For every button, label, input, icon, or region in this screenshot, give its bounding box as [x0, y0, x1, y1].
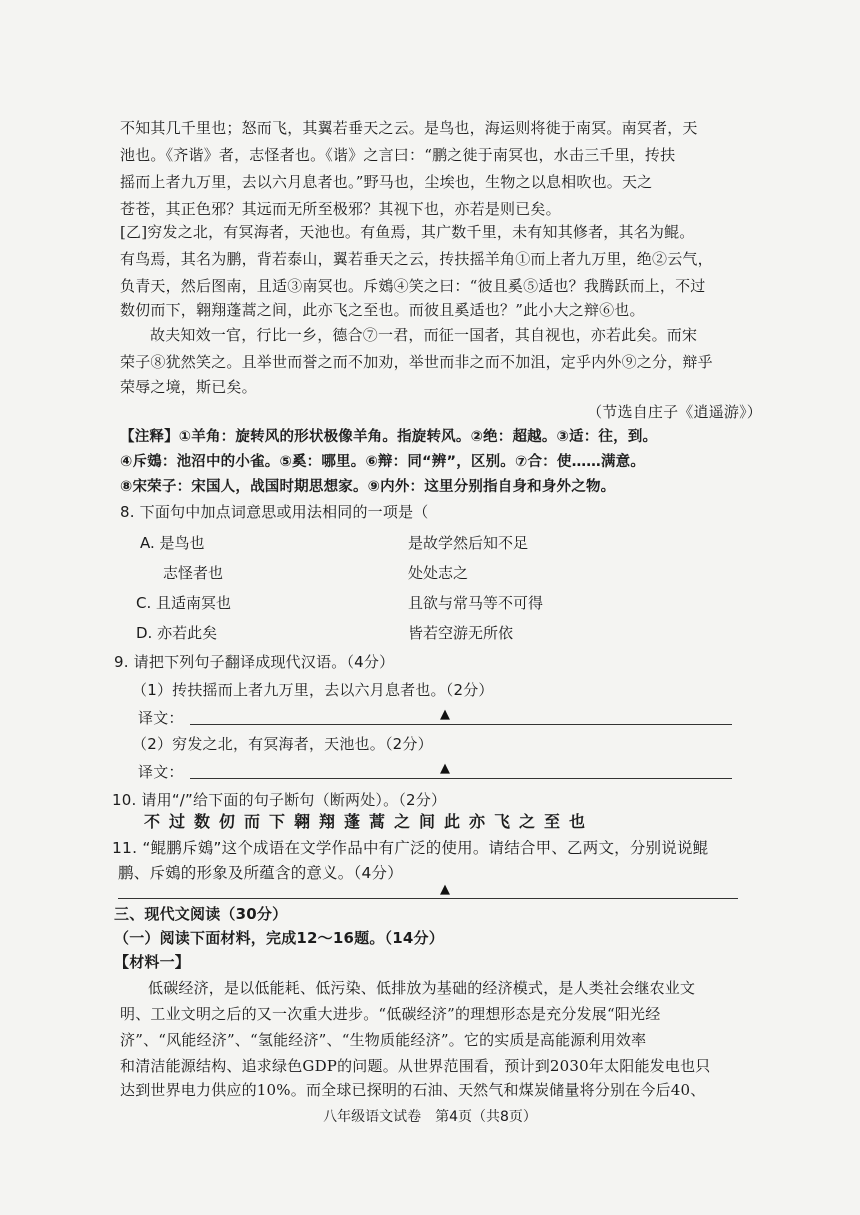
material-line: 明、工业文明之后的又一次重大进步。“低碳经济”的理想形态是充分发展“阳光经 — [120, 1005, 661, 1023]
q8-option-c-left: C. 且适南冥也 — [136, 594, 232, 612]
q9-answer-line-2[interactable] — [190, 778, 732, 779]
passage-line: 荣子⑧犹然笑之。且举世而誉之而不加劝，举世而非之而不加沮，定乎内外⑨之分，辩乎 — [120, 353, 713, 371]
passage-line: 苍苍，其正色邪？其远而无所至极邪？其视下也，亦若是则已矣。 — [120, 200, 561, 218]
q9-sub1: （1）抟扶摇而上者九万里，去以六月息者也。（2分） — [132, 681, 494, 699]
passage-line: 不知其几千里也；怒而飞，其翼若垂天之云。是鸟也，海运则将徙于南冥。南冥者，天 — [120, 119, 698, 137]
q10-stem: 10. 请用“/”给下面的句子断句（断两处）。（2分） — [112, 791, 447, 809]
material-line: 低碳经济，是以低能耗、低污染、低排放为基础的经济模式，是人类社会继农业文 — [148, 979, 696, 997]
section-3-subheading: （一）阅读下面材料，完成12～16题。（14分） — [114, 929, 444, 947]
passage-line: 荣辱之境，斯已矣。 — [120, 378, 257, 396]
answer-marker-icon: ▲ — [440, 707, 450, 722]
q9-answer-label-1: 译文： — [138, 709, 184, 727]
q8-stem: 8. 下面句中加点词意思或用法相同的一项是（ — [120, 503, 429, 521]
answer-marker-icon: ▲ — [440, 761, 450, 776]
passage-line: [乙]穷发之北，有冥海者，天池也。有鱼焉，其广数千里，未有知其修者，其名为鲲。 — [120, 223, 695, 241]
answer-marker-icon: ▲ — [440, 882, 450, 897]
passage-line: 池也。《齐谐》者，志怪者也。《谐》之言曰：“鹏之徙于南冥也，水击三千里，抟扶 — [120, 146, 676, 164]
material-line: 达到世界电力供应的10%。而全球已探明的石油、天然气和煤炭储量将分别在今后40、 — [120, 1081, 706, 1099]
page-footer: 八年级语文试卷 第4页（共8页） — [323, 1109, 537, 1125]
q11-line1: 11. “鲲鹏斥鴳”这个成语在文学作品中有广泛的使用。请结合甲、乙两文，分别说说鲲 — [112, 839, 709, 857]
passage-line: 数仞而下，翱翔蓬蒿之间，此亦飞之至也。而彼且奚适也？”此小大之辩⑥也。 — [120, 301, 645, 319]
material-1-label: 【材料一】 — [114, 953, 191, 971]
q11-line2: 鹏、斥鴳的形象及所蕴含的意义。（4分） — [118, 864, 403, 882]
q10-sentence: 不过数仞而下翱翔蓬蒿之间此亦飞之至也 — [144, 812, 595, 831]
note-line: 【注释】①羊角：旋转风的形状极像羊角。指旋转风。②绝：超越。③适：往，到。 — [120, 429, 658, 445]
q8-option-a-right: 是故学然后知不足 — [408, 534, 529, 552]
q8-option-d-left: D. 亦若此矣 — [136, 624, 218, 642]
q9-sub2: （2）穷发之北，有冥海者，天池也。（2分） — [132, 735, 433, 753]
passage-line: 负青天，然后图南，且适③南冥也。斥鴳④笑之曰：“彼且奚⑤适也？我腾跃而上，不过 — [120, 277, 706, 295]
q8-option-b-right: 处处志之 — [408, 564, 469, 582]
note-line: ⑧宋荣子：宋国人，战国时期思想家。⑨内外：这里分别指自身和身外之物。 — [120, 479, 616, 495]
passage-line: 摇而上者九万里，去以六月息者也。”野马也，尘埃也，生物之以息相吹也。天之 — [120, 173, 653, 191]
q9-stem: 9. 请把下列句子翻译成现代汉语。（4分） — [114, 653, 395, 671]
q8-option-c-right: 且欲与常马等不可得 — [408, 594, 544, 612]
note-line: ④斥鴳：池沼中的小雀。⑤奚：哪里。⑥辩：同“辨”，区别。⑦合：使……满意。 — [120, 454, 646, 470]
q9-answer-line-1[interactable] — [190, 724, 732, 725]
q9-answer-label-2: 译文： — [138, 763, 184, 781]
passage-line: 故夫知效一官，行比一乡，德合⑦一君，而征一国者，其自视也，亦若此矣。而宋 — [150, 326, 698, 344]
passage-line: 有鸟焉，其名为鹏，背若泰山，翼若垂天之云，抟扶摇羊角①而上者九万里，绝②云气， — [120, 250, 713, 268]
section-3-heading: 三、现代文阅读（30分） — [114, 905, 288, 923]
material-line: 济”、“风能经济”、“氢能经济”、“生物质能经济”。它的实质是高能源利用效率 — [120, 1031, 647, 1049]
passage-source: （节选自庄子《逍遥游》） — [587, 403, 762, 421]
q11-answer-line[interactable] — [118, 898, 738, 899]
material-line: 和清洁能源结构、追求绿色GDP的问题。从世界范围看，预计到2030年太阳能发电也只 — [120, 1057, 711, 1075]
q8-option-a-left: A. 是鸟也 — [140, 534, 205, 552]
q8-option-d-right: 皆若空游无所依 — [408, 624, 514, 642]
q8-option-b-left: 志怪者也 — [163, 564, 224, 582]
